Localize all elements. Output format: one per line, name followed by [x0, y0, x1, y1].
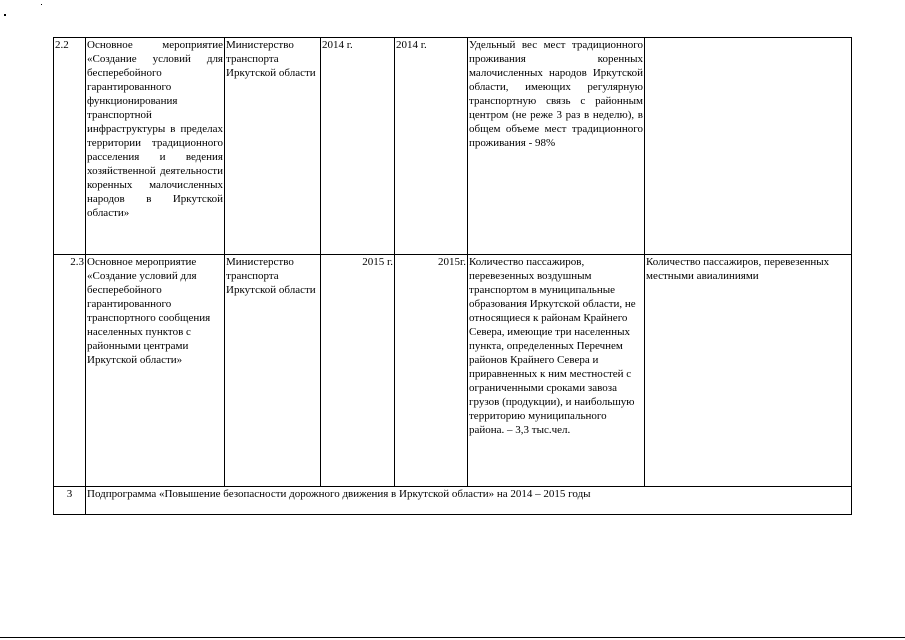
page-bottom-edge [0, 637, 905, 638]
executor-cell: Министерство транспорта Иркутской области [225, 255, 321, 487]
activities-table [53, 37, 852, 515]
row-number: 2.3 [54, 255, 86, 487]
start-date-cell: 2014 г. [321, 38, 395, 255]
row-number: 2.2 [54, 38, 86, 255]
indicator-cell: Удельный вес мест традиционного проживания коренных малочисленных народов Иркутской области, имеющих регулярную транспортную связь с районным центром (не реже 3 раз в неделю), в общем объеме мест традиционного проживания - 98% [468, 38, 645, 255]
end-date-cell: 2014 г. [395, 38, 468, 255]
subprogram-title: Подпрограмма «Повышение безопасности дорожного движения в Иркутской области» на 2014 – 2015 годы [86, 487, 852, 515]
indicator-cell: Количество пассажиров, перевезенных воздушным транспортом в муниципальные образования Иркутской области, не относящиеся к районам Крайнего Севера, имеющие три населенных пункта, определенных Перечнем районов Крайнего Севера и приравненных к ним местностей с ограниченными сроками завоза грузов (продукции), и наибольшую территорию муниципального района. – 3,3 тыс.чел. [468, 255, 645, 487]
scan-speck [4, 14, 6, 16]
table-row [54, 38, 852, 255]
table-row [54, 255, 852, 487]
scan-speck [41, 4, 42, 5]
start-date-cell: 2015 г. [321, 255, 395, 487]
activity-cell: Основное мероприятие «Создание условий для бесперебойного гарантированного транспортного сообщения населенных пунктов с районными центрами Иркутской области» [86, 255, 225, 487]
end-date-cell: 2015г. [395, 255, 468, 487]
target-cell: Количество пассажиров, перевезенных местными авиалиниями [645, 255, 852, 487]
target-cell [645, 38, 852, 255]
subprogram-number: 3 [54, 487, 86, 515]
subprogram-row [54, 487, 852, 515]
activity-cell: Основное мероприятие «Создание условий для бесперебойного гарантированного функционирования транспортной инфраструктуры в пределах территории традиционного расселения и ведения хозяйственной деятельности коренных малочисленных народов в Иркутской области» [86, 38, 225, 255]
executor-cell: Министерство транспорта Иркутской области [225, 38, 321, 255]
